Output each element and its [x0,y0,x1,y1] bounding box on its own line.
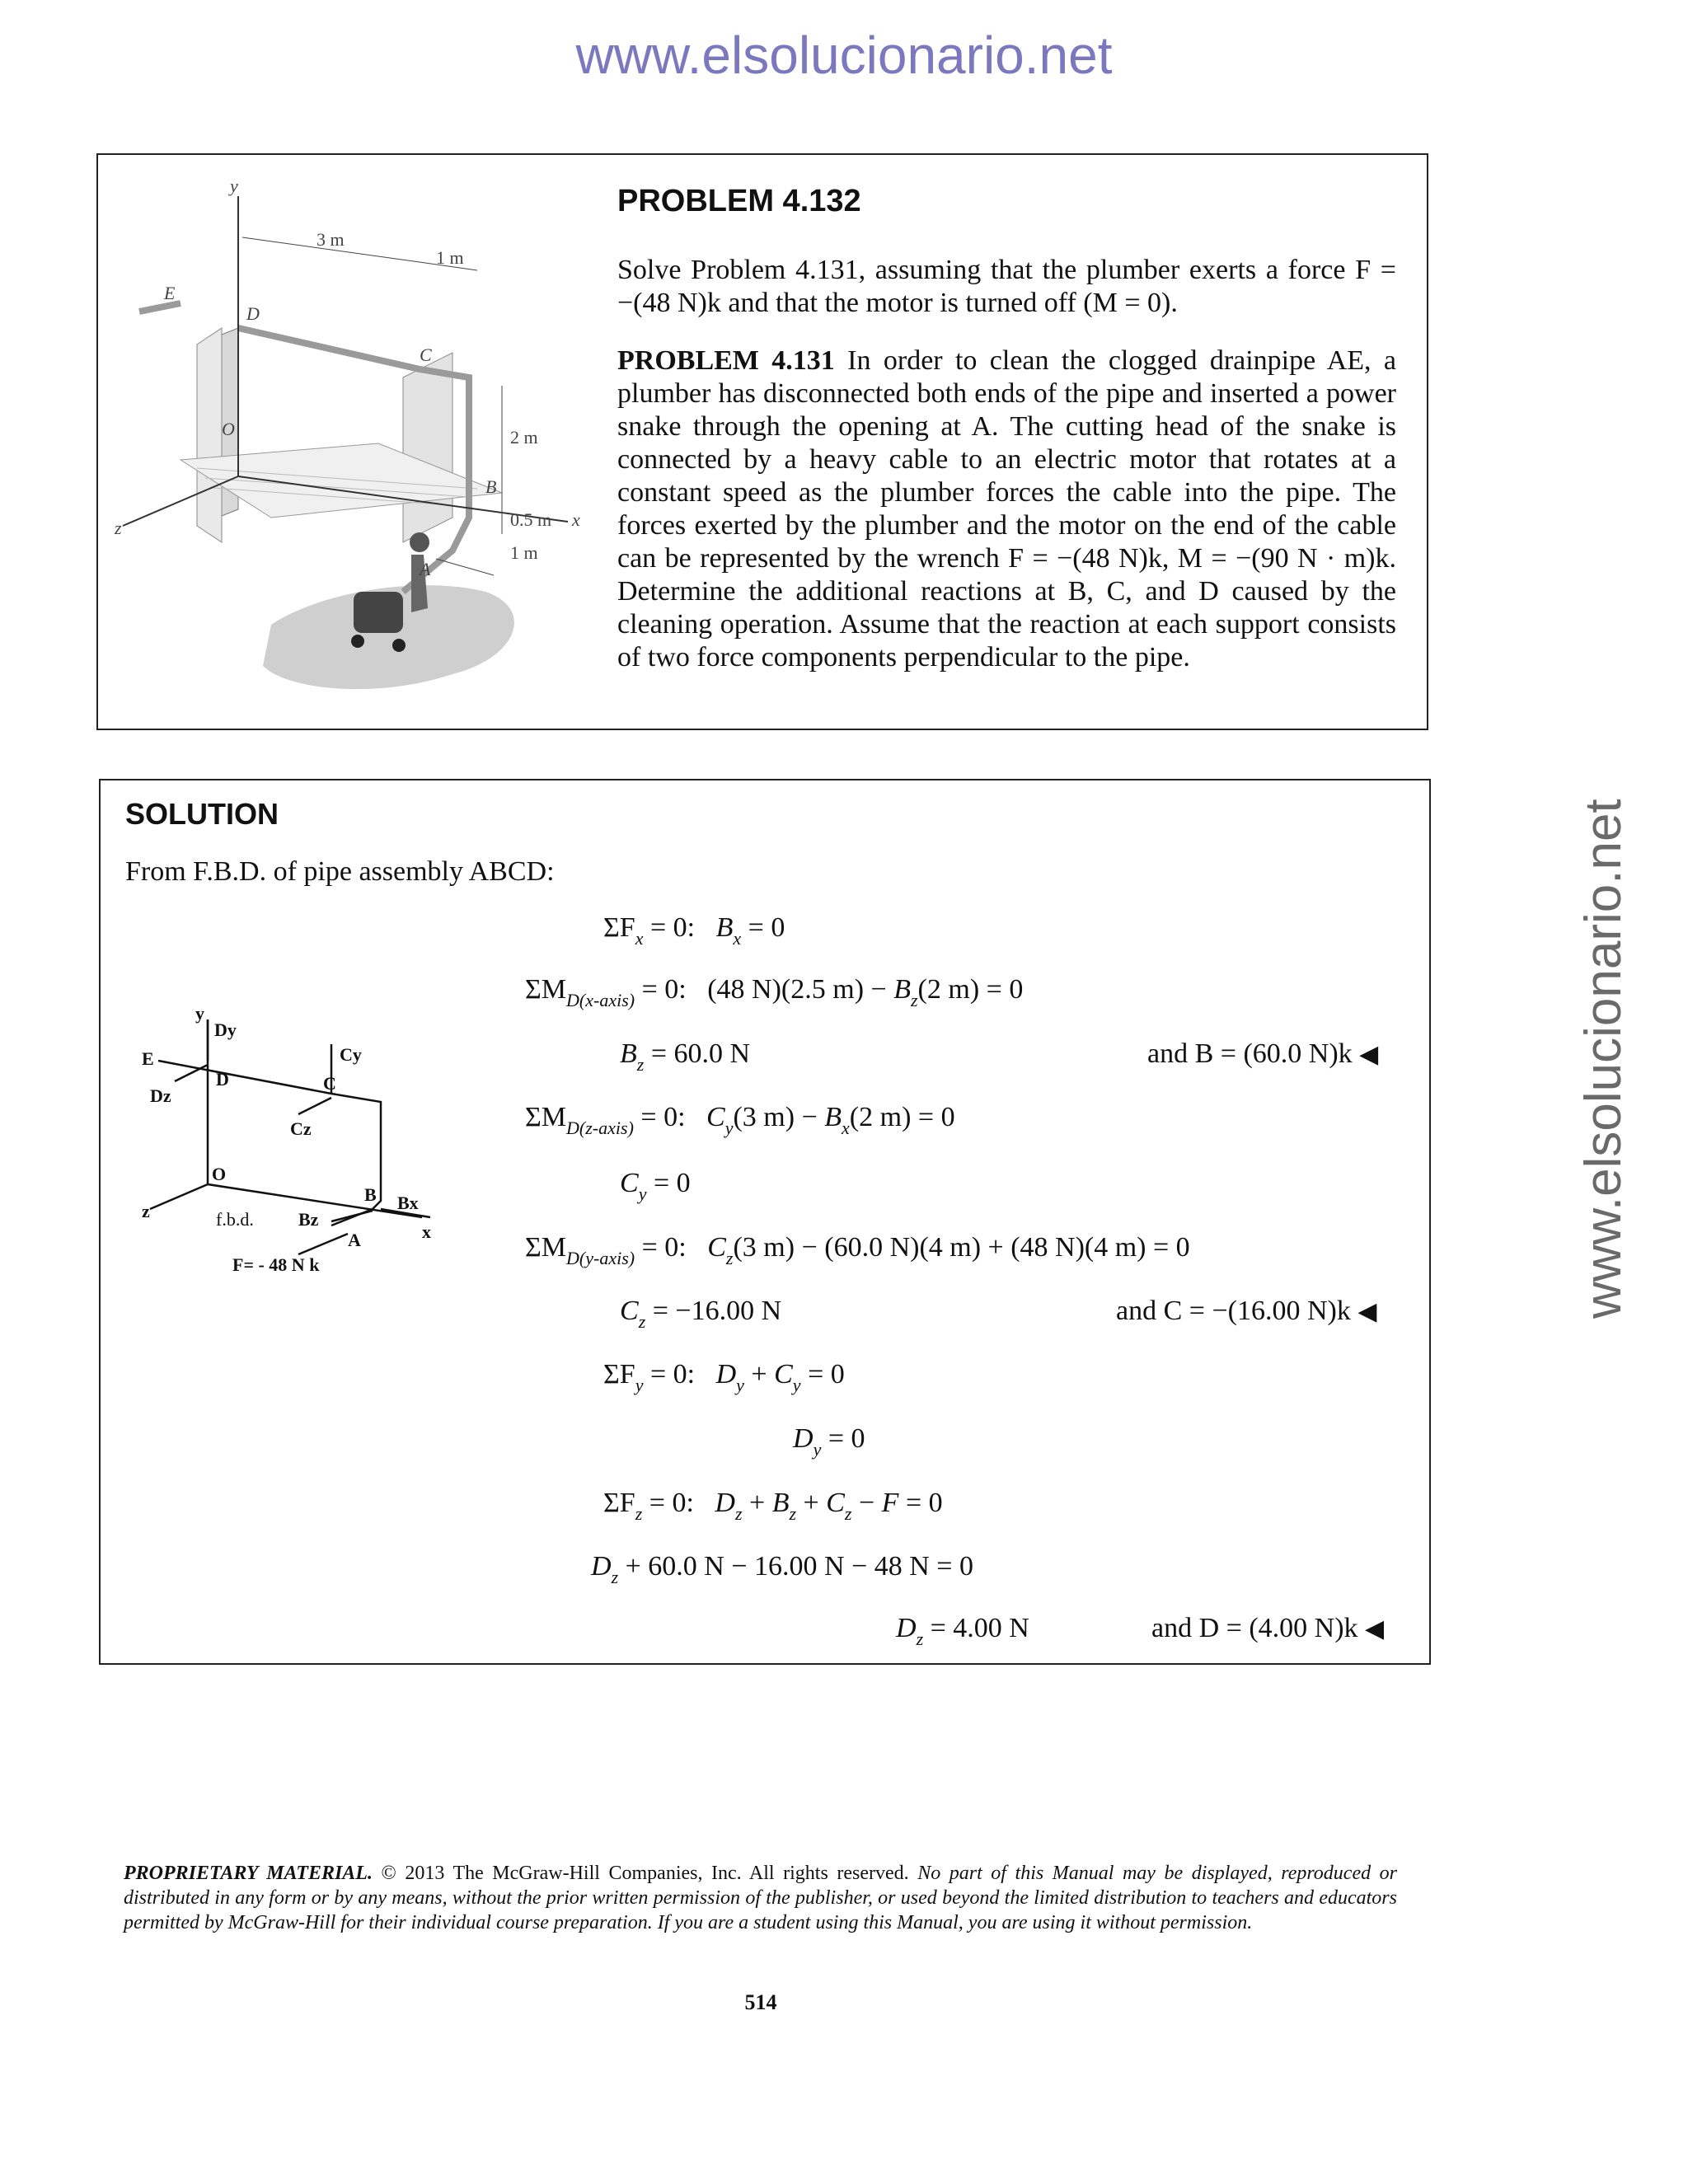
eq-cz: $C_z = -16.00$ N [620,1296,782,1332]
motor [354,592,403,633]
fig-label-E: E [164,283,176,303]
fbd-pipe [158,1061,381,1226]
plumber-head [410,532,429,552]
fig-label-C: C [420,344,432,365]
fbd-sketch [125,1003,438,1300]
fig-dim-1m: 1 m [436,247,464,268]
dim-1m-bottom [436,559,494,575]
problem-figure [106,163,601,724]
fig-dim-05m: 0.5 m [510,509,552,530]
fig-dim-1m-bottom: 1 m [510,542,538,563]
fbd-label-bz: Bz [298,1209,319,1230]
fig-label-B: B [485,476,497,497]
problem-statement: Solve Problem 4.131, assuming that the plumber exerts a force F = −(48 N)k and that the motor is turned off (M = 0). [617,255,1396,318]
eq-sum-fz: $\Sigma F_z = 0$: $D_z + B_z + C_z - F = 0$ [603,1488,943,1524]
fbd-label-c: C [323,1073,336,1094]
fig-label-y: y [230,176,238,196]
fig-label-x: x [572,509,580,530]
problem-text [617,254,1396,699]
fbd-label-dy: Dy [214,1019,237,1040]
solution-title: SOLUTION [125,797,279,831]
fbd-label-z: z [142,1201,150,1221]
eq-dy: $D_y = 0$ [793,1423,865,1460]
wheel-2 [392,639,406,652]
answer-b: and B = (60.0 N)k ◀ [1147,1038,1379,1069]
answer-c: and C = −(16.00 N)k ◀ [1116,1296,1377,1326]
answer-d: and D = (4.00 N)k ◀ [1151,1613,1385,1643]
fbd-bz-arrow [331,1211,373,1221]
fbd-label-o: O [212,1164,227,1184]
fbd-label-b: B [364,1184,377,1205]
fbd-f-arrow [298,1234,348,1254]
problem-reference: PROBLEM 4.131 In order to clean the clogged drainpipe AE, a plumber has disconnected both ends of the pipe and inserted a power snake through the opening at A. The cutting head of the snake is connected by a heavy cable to an electric motor that rotates at a constant speed as the plumber forces the cable into the pipe. The forces exerted by the plumber and the motor on the end of the cable can be represented by the wrench F = −(48 N)k, M = −(90 N · m)k. Determine the additional reactions at B, C, and D caused by the cleaning operation. Assume that the reaction at each support consists of two force components perpendicular to the pipe. [617,345,1397,673]
fig-dim-3m: 3 m [316,229,345,250]
eq-sum-fy: $\Sigma F_y = 0$: $D_y + C_y = 0$ [603,1359,845,1395]
eq-cy: $C_y = 0$ [620,1168,691,1204]
fbd-label-x: x [422,1221,431,1242]
eq-moment-y: $\Sigma M_{D(y-axis)} = 0$: $C_z(3$ m) − (60.0 N)(4 m) + (48 N)(4 m) = 0 [525,1232,1190,1268]
fbd-label-dz: Dz [150,1085,171,1106]
solution-intro: From F.B.D. of pipe assembly ABCD: [125,856,555,887]
fbd-label-cz: Cz [290,1118,312,1139]
fig-label-z: z [115,518,122,538]
left-wall-front [197,328,222,542]
fig-label-A: A [420,559,431,579]
eq-bz: $B_z = 60.0$ N [620,1038,751,1075]
wheel-1 [351,635,364,648]
eq-dz-sum: $D_z + 60.0$ N − 16.00 N − 48 N = 0 [591,1551,973,1587]
fbd-label-cy: Cy [340,1044,362,1065]
problem-box [96,153,1428,730]
fbd-label-e: E [142,1048,154,1069]
watermark-side: www.elsolucionario.net [1575,799,1632,1319]
fbd-cz-arrow [298,1098,331,1114]
eq-dz: $D_z = 4.00$ N [896,1613,1029,1649]
fbd-label-d: D [216,1069,229,1090]
fbd-label-bx: Bx [397,1193,419,1213]
fig-dim-2m: 2 m [510,427,538,448]
fbd-label-f: F= - 48 N k [232,1254,320,1275]
page-number: 514 [744,1990,777,2014]
problem-title: PROBLEM 4.132 [617,184,861,218]
fig-label-O: O [222,419,235,439]
fbd-label-fbd: f.b.d. [216,1209,254,1230]
watermark-top: www.elsolucionario.net [575,26,1113,85]
solution-box [99,779,1431,1665]
fbd-label-a: A [348,1230,361,1250]
fbd-label-y: y [195,1003,204,1024]
fbd-z-axis [150,1184,208,1209]
eq-sum-fx: $\Sigma F_x = 0$: $B_x = 0$ [603,912,785,949]
right-wall [403,353,452,542]
footer-notice: PROPRIETARY MATERIAL. © 2013 The McGraw-Hill Companies, Inc. All rights reserved. No part of this Manual may be displayed, reproduced or distributed in any form or by any means, without the prior written permission of the publisher, or used beyond the limited distribution to teachers and educators permitted by McGraw-Hill for their individual course preparation. If you are a student using this Manual, you are using it without permission. [124,1863,1397,1933]
eq-moment-x: $\Sigma M_{D(x-axis)} = 0$: (48 N)(2.5 $m) - B_z(2$ m) = 0 [525,974,1024,1010]
fig-label-D: D [246,303,260,324]
eq-moment-z: $\Sigma M_{D(z-axis)} = 0$: $C_y(3$ $m) - B_x(2$ m) = 0 [525,1102,955,1138]
